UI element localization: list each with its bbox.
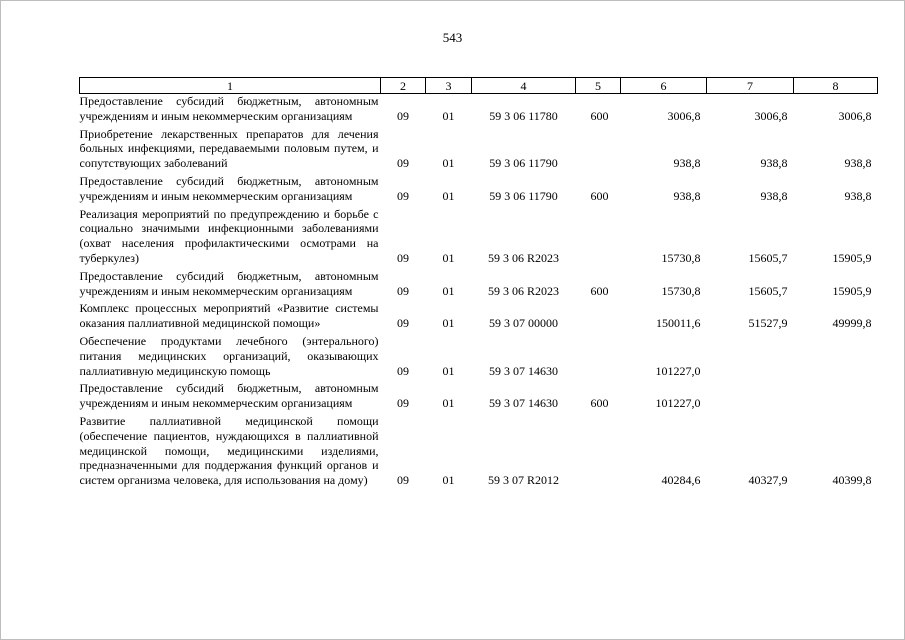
cell-amount-7: [707, 334, 794, 381]
header-cell: 6: [621, 78, 707, 94]
cell-section: 09: [397, 396, 409, 411]
cell-amount-7: [707, 381, 794, 414]
cell-target-code: 59 3 06 11790: [489, 188, 558, 203]
cell-amount-8: 938,8: [844, 156, 872, 171]
cell-section: 09: [397, 316, 409, 331]
row-name: Развитие паллиативной медицинской помощи (обеспечение пациентов, нуждающихся в паллиативной медицинской помощи, медицинскими изделиями, предназначенными для поддержания функций органов и систем организма человека, для использования на дому): [79, 413, 379, 488]
cell-amount-7: 15605,7: [748, 283, 788, 298]
cell-amount-7: 40327,9: [748, 473, 788, 488]
table-row: [80, 301, 878, 334]
table-row: [80, 94, 878, 127]
table-row: [80, 414, 878, 491]
cell-target-code: 59 3 06 11790: [489, 156, 558, 171]
cell-subsection: 01: [442, 316, 455, 331]
row-name: Комплекс процессных мероприятий «Развитие системы оказания паллиативной медицинской помощи»: [79, 301, 379, 331]
row-name: Предоставление субсидий бюджетным, автономным учреждениям и иным некоммерческим организациям: [79, 173, 379, 203]
cell-subsection: 01: [442, 156, 455, 171]
header-cell: 2: [381, 78, 426, 94]
cell-target-code: 59 3 06 11780: [489, 108, 558, 123]
table-row: [80, 381, 878, 414]
row-name: Обеспечение продуктами лечебного (энтерального) питания медицинских организаций, оказывающих паллиативную медицинскую помощь: [79, 333, 379, 378]
cell-amount-7: 15605,7: [748, 250, 788, 265]
cell-amount-7: 3006,8: [754, 108, 788, 123]
cell-target-code: 59 3 07 14630: [489, 363, 558, 378]
cell-amount-6: 938,8: [673, 156, 701, 171]
cell-amount-8: 15905,9: [832, 250, 872, 265]
cell-expense-type: [576, 334, 621, 381]
cell-section: 09: [397, 250, 409, 265]
cell-amount-8: 3006,8: [838, 108, 872, 123]
cell-expense-type: 600: [590, 283, 609, 298]
cell-amount-8: [794, 334, 878, 381]
header-cell: 3: [426, 78, 472, 94]
cell-target-code: 59 3 07 00000: [489, 316, 558, 331]
cell-subsection: 01: [442, 473, 455, 488]
cell-section: 09: [397, 283, 409, 298]
cell-amount-7: 938,8: [760, 188, 788, 203]
cell-amount-8: [794, 381, 878, 414]
cell-expense-type: [576, 414, 621, 491]
cell-section: 09: [397, 188, 409, 203]
cell-amount-6: 15730,8: [661, 250, 701, 265]
cell-amount-8: 15905,9: [832, 283, 872, 298]
cell-subsection: 01: [442, 363, 455, 378]
cell-subsection: 01: [442, 283, 455, 298]
cell-section: 09: [397, 473, 409, 488]
cell-expense-type: [576, 301, 621, 334]
header-row: [80, 78, 878, 94]
header-cell: 7: [707, 78, 794, 94]
cell-amount-6: 15730,8: [661, 283, 701, 298]
header-cell: 1: [80, 78, 381, 94]
cell-expense-type: 600: [590, 108, 609, 123]
cell-subsection: 01: [442, 108, 455, 123]
row-name: Предоставление субсидий бюджетным, автономным учреждениям и иным некоммерческим организациям: [79, 94, 379, 123]
cell-subsection: 01: [442, 188, 455, 203]
cell-amount-6: 40284,6: [661, 473, 701, 488]
cell-section: 09: [397, 108, 409, 123]
header-cell: 5: [576, 78, 621, 94]
cell-target-code: 59 3 06 R2023: [487, 250, 559, 265]
table-row: [80, 334, 878, 381]
cell-target-code: 59 3 06 R2023: [487, 283, 559, 298]
cell-amount-7: 51527,9: [748, 316, 788, 331]
page-number: 543: [442, 30, 463, 45]
cell-amount-8: 49999,8: [832, 316, 872, 331]
cell-amount-7: 938,8: [760, 156, 788, 171]
cell-amount-6: 3006,8: [667, 108, 701, 123]
header-cell: 8: [794, 78, 878, 94]
cell-section: 09: [397, 363, 409, 378]
row-name: Приобретение лекарственных препаратов для лечения больных инфекциями, передаваемыми половым путем, и сопутствующих заболеваний: [79, 126, 379, 171]
cell-amount-6: 150011,6: [655, 316, 701, 331]
cell-expense-type: 600: [590, 188, 609, 203]
cell-expense-type: 600: [590, 396, 609, 411]
row-name: Предоставление субсидий бюджетным, автономным учреждениям и иным некоммерческим организациям: [79, 381, 379, 411]
cell-subsection: 01: [442, 250, 455, 265]
row-name: Реализация мероприятий по предупреждению и борьбе с социально значимыми инфекционными заболеваниями (охват населения профилактическими осмотрами на туберкулез): [79, 206, 379, 265]
cell-amount-8: 938,8: [844, 188, 872, 203]
cell-amount-6: 101227,0: [655, 396, 701, 411]
budget-table: [79, 77, 878, 491]
cell-target-code: 59 3 07 14630: [489, 396, 558, 411]
table-row: [80, 207, 878, 269]
cell-subsection: 01: [442, 396, 455, 411]
cell-amount-6: 101227,0: [655, 363, 701, 378]
cell-expense-type: [576, 207, 621, 269]
table-row: [80, 174, 878, 207]
table-row: [80, 269, 878, 302]
cell-target-code: 59 3 07 R2012: [487, 473, 559, 488]
table-row: [80, 127, 878, 174]
cell-amount-8: 40399,8: [832, 473, 872, 488]
cell-expense-type: [576, 127, 621, 174]
cell-amount-6: 938,8: [673, 188, 701, 203]
cell-section: 09: [397, 156, 409, 171]
row-name: Предоставление субсидий бюджетным, автономным учреждениям и иным некоммерческим организациям: [79, 268, 379, 298]
header-cell: 4: [472, 78, 576, 94]
